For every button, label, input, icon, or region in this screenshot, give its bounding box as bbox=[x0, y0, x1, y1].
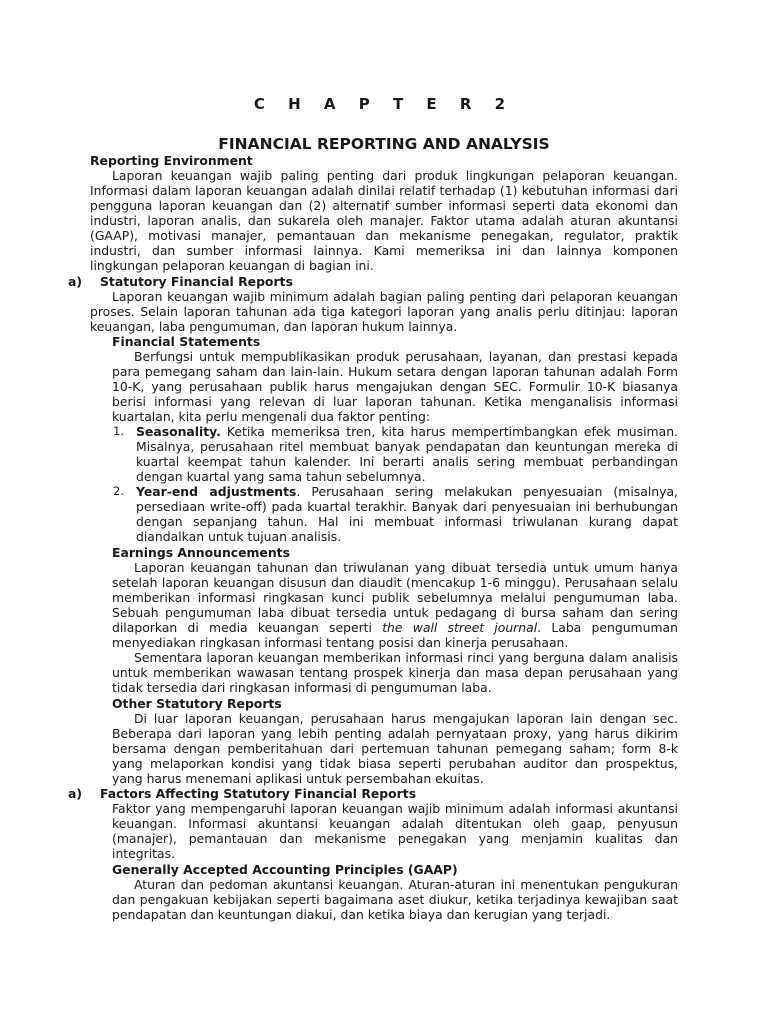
gaap-paragraph: Aturan dan pedoman akuntansi keuangan. Aturan-aturan ini menentukan pengukuran dan pengakuan kebijakan seperti bagaimana aset diukur, ketika terjadinya kewajiban saat pendapatan dan keuntungan diakui, dan ketika biaya dan kerugian yang terjadi. bbox=[112, 877, 678, 922]
other-reports-heading-wrap bbox=[112, 696, 678, 711]
factors-paragraph: Faktor yang mempengaruhi laporan keuangan wajib minimum adalah informasi akuntansi keuangan. Informasi akuntansi keuangan adalah ditentukan oleh gaap, penyusun (manajer), pemantauan dan mekanisme penegakan yang menjamin kualitas dan integritas. bbox=[112, 801, 678, 861]
list-number: 2. bbox=[113, 484, 124, 498]
reporting-environment-paragraph: Laporan keuangan wajib paling penting dari produk lingkungan pelaporan keuangan. Informasi dalam laporan keuangan adalah dinilai relatif terhadap (1) kebutuhan informasi dari pengguna laporan keuangan dan (2) alternatif sumber informasi seperti data ekonomi dan industri, laporan analis, dan sukarela oleh manajer. Faktor utama adalah aturan akuntansi (GAAP), motivasi manajer, pemantauan dan mekanisme penegakan, regulator, praktik industri, dan sumber informasi lainnya. Kami memeriksa ini dan lainnya komponen lingkungan pelaporan keuangan di bagian ini. bbox=[90, 168, 678, 273]
factors-section-heading bbox=[68, 786, 678, 801]
list-term: Seasonality. bbox=[136, 424, 221, 439]
earnings-section bbox=[112, 545, 678, 695]
other-reports-paragraph: Di luar laporan keuangan, perusahaan harus mengajukan laporan lain dengan sec. Beberapa dari laporan yang lebih penting adalah pernyataan proxy, yang harus dikirim bersama dengan pemberitahuan dari pertemuan tahunan pemegang saham; form 8-k yang melaporkan kondisi yang tidak biasa seperti perubahan auditor dan prospektus, yang harus menemani aplikasi untuk persembahan ekuitas. bbox=[112, 711, 678, 786]
page-title: FINANCIAL REPORTING AND ANALYSIS bbox=[218, 135, 550, 153]
financial-statements-paragraph: Berfungsi untuk mempublikasikan produk perusahaan, layanan, dan prestasi kepada para pemegang saham dan lain-lain. Hukum setara dengan laporan tahunan adalah Form 10-K, yang perusahaan publik harus mengajukan dengan SEC. Formulir 10-K biasanya berisi informasi yang relevan di luar laporan tahunan. Ketika menganalisis informasi kuartalan, kita perlu mengenali dua faktor penting: bbox=[112, 349, 678, 424]
earnings-italic-title: the wall street journal bbox=[382, 620, 538, 635]
other-reports-section bbox=[112, 711, 678, 786]
factors-heading: Factors Affecting Statutory Financial Reports bbox=[100, 786, 417, 801]
financial-statements-heading: Financial Statements bbox=[112, 334, 261, 349]
financial-statements-heading-wrap bbox=[112, 334, 678, 349]
factors-section bbox=[112, 801, 678, 861]
reporting-environment-heading: Reporting Environment bbox=[90, 153, 253, 168]
earnings-text-b: . Laba pengumuman menyediakan ringkasan informasi tentang posisi dan kinerja perusahaan. bbox=[112, 620, 678, 650]
statutory-heading: Statutory Financial Reports bbox=[100, 274, 293, 289]
gaap-heading: Generally Accepted Accounting Principles (GAAP) bbox=[112, 862, 458, 877]
list-term: Year-end adjustments bbox=[136, 484, 297, 499]
earnings-paragraph-2: Sementara laporan keuangan memberikan informasi rinci yang berguna dalam analisis untuk memberikan wawasan tentang prospek kinerja dan masa depan perusahaan yang tidak tersedia dari ringkasan informasi di pengumuman laba. bbox=[112, 650, 678, 695]
earnings-paragraph-1 bbox=[112, 560, 678, 650]
gaap-section bbox=[112, 862, 678, 922]
financial-statements-section bbox=[112, 349, 678, 424]
list-item bbox=[112, 424, 678, 484]
financial-statements-list bbox=[112, 424, 678, 544]
list-item bbox=[112, 484, 678, 544]
list-number: 1. bbox=[113, 424, 124, 438]
list-text: . Perusahaan sering melakukan penyesuaian (misalnya, persediaan write-off) pada kuartal terakhir. Banyak dari penyesuaian ini berhubungan dengan sepanjang tahun. Hal ini membuat informasi triwulanan kurang dapat diandalkan untuk tujuan analisis. bbox=[136, 484, 678, 544]
section-label: a) bbox=[68, 786, 83, 801]
reporting-environment-section bbox=[90, 153, 678, 273]
statutory-section bbox=[90, 289, 678, 334]
list-text: Ketika memeriksa tren, kita harus mempertimbangkan efek musiman. Misalnya, perusahaan ritel membuat banyak pendapatan dan keuntungan mereka di kuartal keempat tahun kalender. Ini berarti analis sering membuat perbandingan dengan kuartal yang sama tahun sebelumnya. bbox=[136, 424, 678, 484]
other-reports-heading: Other Statutory Reports bbox=[112, 696, 282, 711]
section-label: a) bbox=[68, 274, 83, 289]
earnings-heading: Earnings Announcements bbox=[112, 545, 290, 560]
chapter-heading: C H A P T E R 2 bbox=[253, 95, 515, 113]
earnings-text-a: Laporan keuangan tahunan dan triwulanan yang dibuat tersedia untuk umum hanya setelah laporan keuangan disusun dan diaudit (mencakup 1-6 minggu). Perusahaan selalu memberikan informasi ringkasan kunci publik sebelumnya melalui pengumuman laba. Sebuah pengumuman laba dibuat tersedia untuk pedagang di bursa saham dan sering dilaporkan di media keuangan seperti bbox=[112, 560, 678, 635]
statutory-paragraph: Laporan keuangan wajib minimum adalah bagian paling penting dari pelaporan keuangan proses. Selain laporan tahunan ada tiga kategori laporan yang analis perlu ditinjau: laporan keuangan, laba pengumuman, dan laporan hukum lainnya. bbox=[90, 289, 678, 334]
statutory-section-heading bbox=[68, 274, 678, 289]
